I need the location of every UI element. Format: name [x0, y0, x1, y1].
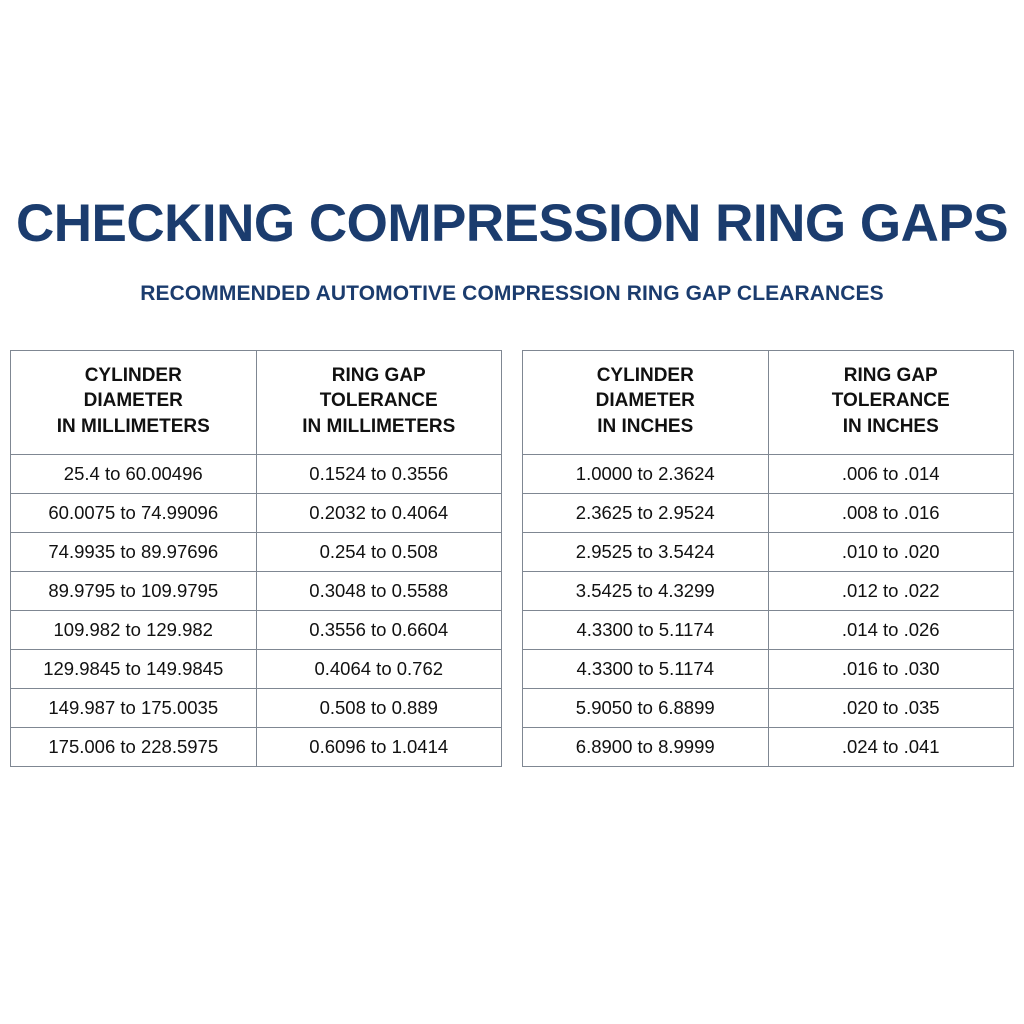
cell-diameter: 89.9795 to 109.9795	[11, 571, 257, 610]
cell-tolerance: 0.254 to 0.508	[256, 532, 502, 571]
cell-tolerance: 0.4064 to 0.762	[256, 649, 502, 688]
table-row	[11, 649, 502, 688]
metric-table-head	[11, 350, 502, 454]
table-row	[523, 610, 1014, 649]
metric-table	[10, 350, 502, 767]
imperial-table-body	[523, 454, 1014, 766]
cell-tolerance: .014 to .026	[768, 610, 1014, 649]
header-line-2: TOLERANCE	[319, 390, 438, 412]
table-row	[11, 727, 502, 766]
cell-diameter: 1.0000 to 2.3624	[523, 454, 769, 493]
tables-container	[8, 350, 1016, 767]
cell-tolerance: 0.3048 to 0.5588	[256, 571, 502, 610]
table-row	[11, 493, 502, 532]
header-line-1: CYLINDER	[84, 364, 182, 386]
header-line-2: TOLERANCE	[831, 390, 950, 412]
cell-diameter: 6.8900 to 8.9999	[523, 727, 769, 766]
table-header-row	[11, 350, 502, 454]
imperial-table	[522, 350, 1014, 767]
page-title: CHECKING COMPRESSION RING GAPS	[15, 194, 1009, 253]
table-row	[523, 727, 1014, 766]
cell-diameter: 175.006 to 228.5975	[11, 727, 257, 766]
cell-tolerance: .010 to .020	[768, 532, 1014, 571]
cell-tolerance: .016 to .030	[768, 649, 1014, 688]
cell-diameter: 149.987 to 175.0035	[11, 688, 257, 727]
header-line-3: IN MILLIMETERS	[56, 415, 210, 437]
metric-col-diameter-header	[11, 350, 257, 454]
header-line-1: RING GAP	[843, 364, 938, 386]
table-row	[523, 649, 1014, 688]
cell-tolerance: 0.6096 to 1.0414	[256, 727, 502, 766]
table-row	[523, 493, 1014, 532]
table-row	[11, 571, 502, 610]
header-line-3: IN INCHES	[842, 415, 939, 437]
table-row	[523, 532, 1014, 571]
header-line-1: CYLINDER	[596, 364, 694, 386]
cell-tolerance: 0.1524 to 0.3556	[256, 454, 502, 493]
table-row	[523, 454, 1014, 493]
header-line-1: RING GAP	[331, 364, 426, 386]
cell-tolerance: .012 to .022	[768, 571, 1014, 610]
cell-tolerance: 0.508 to 0.889	[256, 688, 502, 727]
page-subtitle: RECOMMENDED AUTOMOTIVE COMPRESSION RING GAP CLEARANCES	[140, 281, 884, 305]
cell-diameter: 2.9525 to 3.5424	[523, 532, 769, 571]
imperial-table-head	[523, 350, 1014, 454]
table-row	[523, 688, 1014, 727]
cell-diameter: 2.3625 to 2.9524	[523, 493, 769, 532]
cell-diameter: 3.5425 to 4.3299	[523, 571, 769, 610]
cell-tolerance: .006 to .014	[768, 454, 1014, 493]
table-row	[11, 454, 502, 493]
cell-diameter: 74.9935 to 89.97696	[11, 532, 257, 571]
table-row	[523, 571, 1014, 610]
table-row	[11, 532, 502, 571]
cell-diameter: 25.4 to 60.00496	[11, 454, 257, 493]
cell-diameter: 5.9050 to 6.8899	[523, 688, 769, 727]
table-header-row	[523, 350, 1014, 454]
cell-diameter: 60.0075 to 74.99096	[11, 493, 257, 532]
header-line-3: IN INCHES	[597, 415, 694, 437]
cell-diameter: 4.3300 to 5.1174	[523, 649, 769, 688]
header-line-2: DIAMETER	[595, 390, 695, 412]
metric-table-body	[11, 454, 502, 766]
cell-tolerance: .020 to .035	[768, 688, 1014, 727]
header-line-3: IN MILLIMETERS	[302, 415, 456, 437]
cell-diameter: 109.982 to 129.982	[11, 610, 257, 649]
cell-tolerance: 0.3556 to 0.6604	[256, 610, 502, 649]
table-row	[11, 610, 502, 649]
imperial-col-diameter-header	[523, 350, 769, 454]
cell-tolerance: .008 to .016	[768, 493, 1014, 532]
table-row	[11, 688, 502, 727]
header-line-2: DIAMETER	[83, 390, 183, 412]
cell-diameter: 129.9845 to 149.9845	[11, 649, 257, 688]
cell-tolerance: .024 to .041	[768, 727, 1014, 766]
imperial-col-tolerance-header	[768, 350, 1014, 454]
cell-diameter: 4.3300 to 5.1174	[523, 610, 769, 649]
cell-tolerance: 0.2032 to 0.4064	[256, 493, 502, 532]
metric-col-tolerance-header	[256, 350, 502, 454]
